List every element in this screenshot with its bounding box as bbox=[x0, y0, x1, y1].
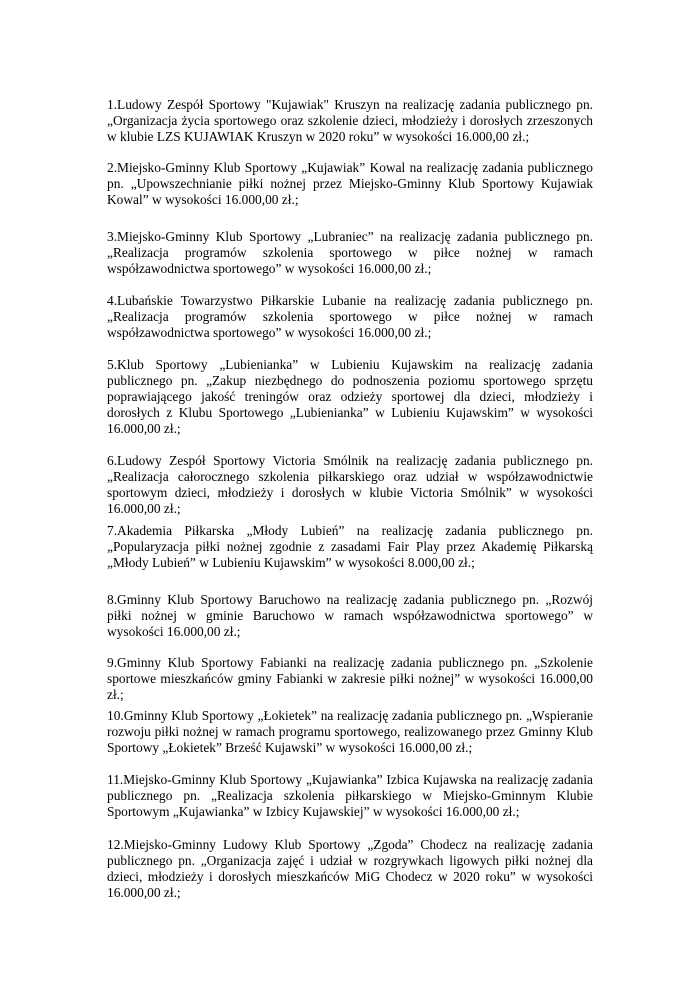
list-item: 8.Gminny Klub Sportowy Baruchowo na realizację zadania publicznego pn. „Rozwój piłki nożnej w gminie Baruchowo w ramach współzawodnictwa sportowego” w wysokości 16.000,00 zł.; bbox=[107, 592, 593, 639]
list-item: 7.Akademia Piłkarska „Młody Lubień” na realizację zadania publicznego pn. „Popularyzacja piłki nożnej zgodnie z zasadami Fair Play przez Akademię Piłkarską „Młody Lubień” w Lubieniu Kujawskim” w wysokości 8.000,00 zł.; bbox=[107, 523, 593, 570]
list-item: 11.Miejsko-Gminny Klub Sportowy „Kujawianka” Izbica Kujawska na realizację zadania publicznego pn. „Realizacja szkolenia piłkarskiego w Miejsko-Gminnym Klubie Sportowym „Kujawianka” w Izbicy Kujawskiej” w wysokości 16.000,00 zł.; bbox=[107, 772, 593, 819]
list-item: 2.Miejsko-Gminny Klub Sportowy „Kujawiak” Kowal na realizację zadania publicznego pn. „Upowszechnianie piłki nożnej przez Miejsko-Gminny Klub Sportowy Kujawiak Kowal” w wysokości 16.000,00 zł.; bbox=[107, 160, 593, 207]
list-item: 6.Ludowy Zespół Sportowy Victoria Smólnik na realizację zadania publicznego pn. „Realizacja całorocznego szkolenia piłkarskiego oraz udział w współzawodnictwie sportowym dzieci, młodzieży i dorosłych w klubie Victoria Smólnik” w wysokości 16.000,00 zł.; bbox=[107, 453, 593, 516]
list-item: 1.Ludowy Zespół Sportowy "Kujawiak" Kruszyn na realizację zadania publicznego pn. „Organizacja życia sportowego oraz szkolenie dzieci, młodzieży i dorosłych zrzeszonych w klubie LZS KUJAWIAK Kruszyn w 2020 roku” w wysokości 16.000,00 zł.; bbox=[107, 97, 593, 144]
list-item: 4.Lubańskie Towarzystwo Piłkarskie Lubanie na realizację zadania publicznego pn. „Realizacja programów szkolenia sportowego w piłce nożnej w ramach współzawodnictwa sportowego” w wysokości 16.000,00 zł.; bbox=[107, 293, 593, 340]
list-item: 9.Gminny Klub Sportowy Fabianki na realizację zadania publicznego pn. „Szkolenie sportowe mieszkańców gminy Fabianki w zakresie piłki nożnej” w wysokości 16.000,00 zł.; bbox=[107, 655, 593, 702]
list-item: 3.Miejsko-Gminny Klub Sportowy „Lubraniec” na realizację zadania publicznego pn. „Realizacja programów szkolenia sportowego w piłce nożnej w ramach współzawodnictwa sportowego” w wysokości 16.000,00 zł.; bbox=[107, 229, 593, 276]
list-item: 10.Gminny Klub Sportowy „Łokietek” na realizację zadania publicznego pn. „Wspieranie rozwoju piłki nożnej w ramach programu sportowego, realizowanego przez Gminny Klub Sportowy „Łokietek” Brześć Kujawski” w wysokości 16.000,00 zł.; bbox=[107, 708, 593, 755]
list-item: 5.Klub Sportowy „Lubienianka” w Lubieniu Kujawskim na realizację zadania publicznego pn. „Zakup niezbędnego do podnoszenia poziomu sportowego sprzętu poprawiającego jakość treningów oraz odzieży sportowej dla dzieci, młodzieży i dorosłych z Klubu Sportowego „Lubienianka” w Lubieniu Kujawskim” w wysokości 16.000,00 zł.; bbox=[107, 357, 593, 436]
list-item: 12.Miejsko-Gminny Ludowy Klub Sportowy „Zgoda” Chodecz na realizację zadania publicznego pn. „Organizacja zajęć i udział w rozgrywkach ligowych piłki nożnej dla dzieci, młodzieży i dorosłych mieszkańców MiG Chodecz w 2020 roku” w wysokości 16.000,00 zł.; bbox=[107, 837, 593, 900]
